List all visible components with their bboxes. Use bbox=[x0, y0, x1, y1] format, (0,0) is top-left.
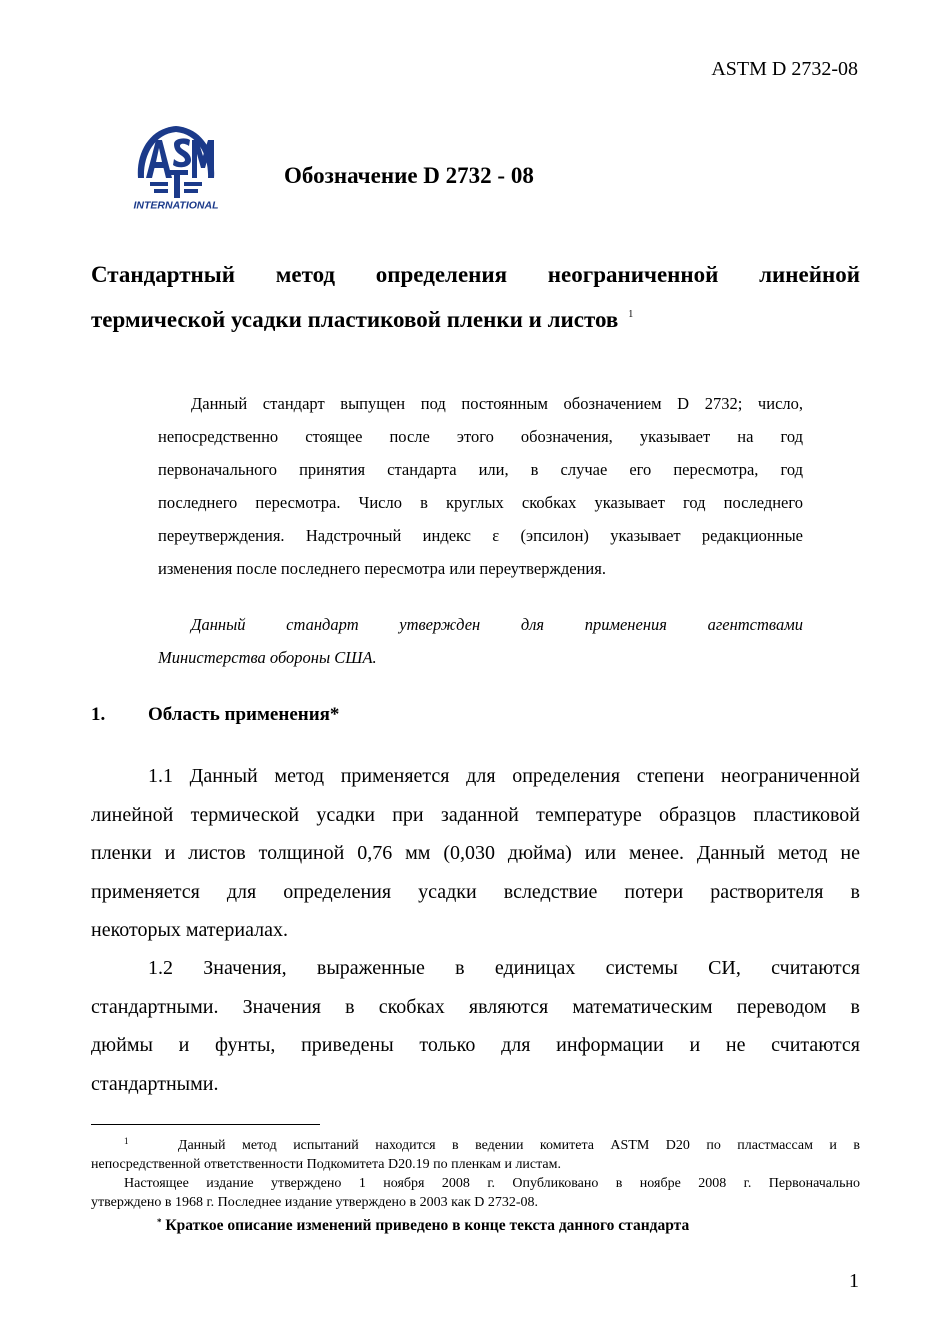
footnote-divider bbox=[91, 1124, 320, 1125]
paragraph-line: 1.1 Данный метод применяется для определения степени неограниченной bbox=[148, 765, 860, 787]
paragraph-line: 1.2 Значения, выраженные в единицах системы СИ, считаются bbox=[148, 957, 860, 979]
defense-notice-line: Данный стандарт утвержден для применения агентствами bbox=[191, 615, 803, 634]
paragraph-line: дюймы и фунты, приведены только для информации и не считаются bbox=[91, 1034, 860, 1056]
paragraph-1-2 bbox=[91, 949, 860, 1103]
footnote-1-line bbox=[91, 1132, 860, 1155]
paragraph-line: некоторых материалах. bbox=[91, 919, 289, 941]
astm-logo-icon bbox=[128, 122, 224, 210]
document-code: ASTM D 2732-08 bbox=[711, 58, 858, 80]
footnote-1b-line: Настоящее издание утверждено 1 ноября 2008 г. Опубликовано в ноябре 2008 г. Первоначально bbox=[124, 1176, 860, 1191]
defense-notice-line: Министерства обороны США. bbox=[158, 648, 377, 667]
footnote-1-mark: 1 bbox=[124, 1136, 129, 1146]
defense-notice bbox=[158, 608, 803, 674]
section-heading bbox=[91, 704, 339, 726]
footnote-1b-line: утверждено в 1968 г. Последнее издание утверждено в 2003 как D 2732-08. bbox=[91, 1195, 539, 1210]
paragraph-line: применяется для определения усадки вследствие потери растворителя в bbox=[91, 880, 860, 903]
notice-line: Данный стандарт выпущен под постоянным обозначением D 2732; число, bbox=[191, 394, 803, 413]
document-title-line-1: Стандартный метод определения неограниченной линейной bbox=[91, 262, 860, 287]
summary-of-changes-note bbox=[91, 1213, 860, 1235]
notice-line: первоначального принятия стандарта или, в случае его пересмотра, год bbox=[158, 460, 803, 479]
paragraph-line: стандартными. bbox=[91, 1072, 219, 1095]
summary-of-changes-text: Краткое описание изменений приведено в конце текста данного стандарта bbox=[165, 1217, 690, 1234]
designation-heading: Обозначение D 2732 - 08 bbox=[284, 163, 534, 188]
star-mark: * bbox=[157, 1217, 162, 1227]
notice-line: изменения после последнего пересмотра или переутверждения. bbox=[158, 559, 606, 578]
svg-text:INTERNATIONAL: INTERNATIONAL bbox=[133, 199, 219, 210]
footnote-1-text: Данный метод испытаний находится в ведении комитета ASTM D20 по пластмассам и в bbox=[177, 1138, 860, 1153]
paragraph-line: линейной термической усадки при заданной температуре образцов пластиковой bbox=[91, 803, 860, 826]
document-title-line-2 bbox=[91, 307, 860, 333]
paragraph-line: пленки и листов толщиной 0,76 мм (0,030 дюйма) или менее. Данный метод не bbox=[91, 842, 860, 864]
standard-notice bbox=[158, 387, 803, 585]
section-title: Область применения* bbox=[148, 704, 340, 725]
paragraph-1-1 bbox=[91, 757, 860, 950]
title-footnote-mark: 1 bbox=[628, 309, 634, 320]
astm-logo bbox=[128, 122, 224, 210]
footnotes bbox=[91, 1132, 860, 1235]
document-title-text: термической усадки пластиковой пленки и листов bbox=[91, 307, 619, 332]
notice-line: последнего пересмотра. Число в круглых скобках указывает год последнего bbox=[158, 493, 803, 512]
paragraph-line: стандартными. Значения в скобках являются математическим переводом в bbox=[91, 995, 860, 1018]
page-number: 1 bbox=[849, 1270, 859, 1292]
footnote-1-line: непосредственной ответственности Подкомитета D20.19 по пленкам и листам. bbox=[91, 1157, 561, 1172]
notice-line: непосредственно стоящее после этого обозначения, указывает на год bbox=[158, 427, 803, 446]
notice-line: переутверждения. Надстрочный индекс ε (эпсилон) указывает редакционные bbox=[158, 526, 803, 545]
section-number: 1. bbox=[91, 704, 106, 725]
